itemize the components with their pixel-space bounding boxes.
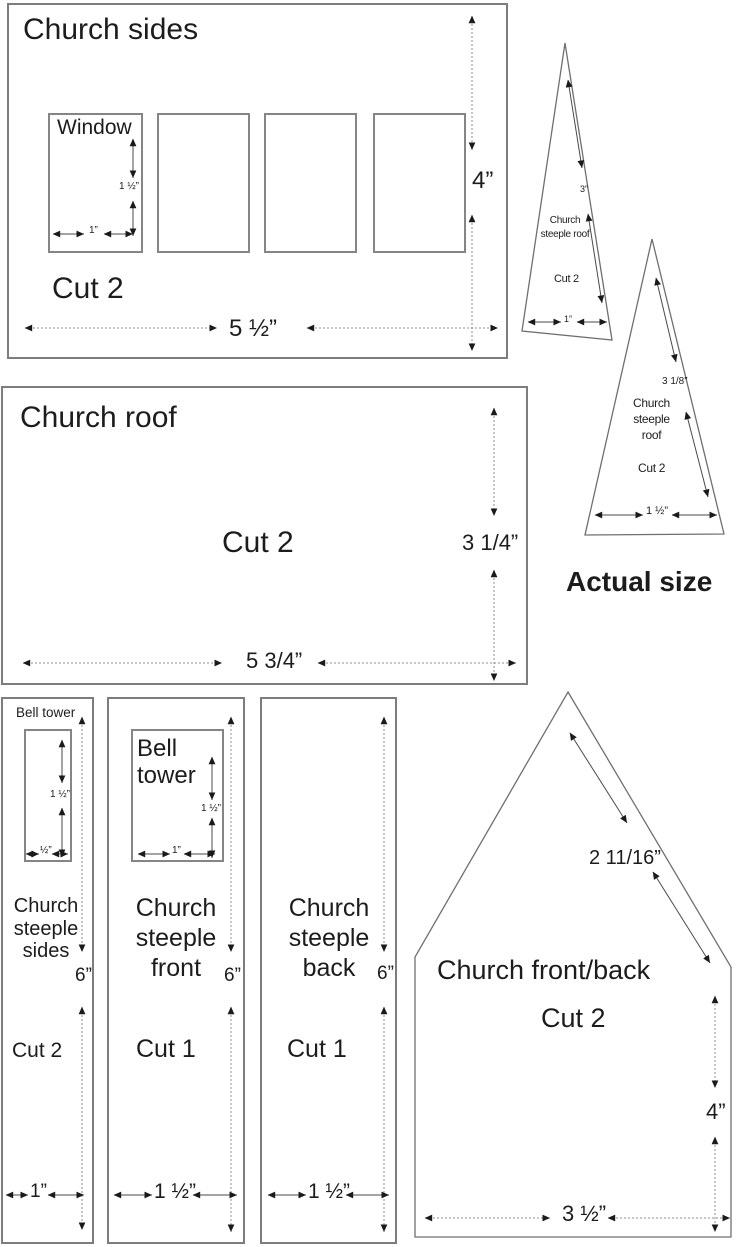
steeple-sides-bell-tower-label: Bell tower	[16, 705, 76, 720]
steeple-sides-height-dim-label: 6”	[75, 965, 92, 986]
steeple-roof-large-title: Church steeple roof	[633, 396, 670, 442]
steeple-sides-bell-height-dim-label: 1 ½”	[50, 789, 71, 800]
steeple-roof-large-outline	[585, 239, 724, 535]
window-rect-2	[158, 114, 249, 252]
window-rect-4	[374, 114, 465, 252]
steeple-roof-small-title: Church steeple roof	[540, 215, 590, 240]
church-sides-title: Church sides	[23, 13, 199, 46]
steeple-back-cut-label: Cut 1	[287, 1035, 347, 1063]
church-sides-height-dim-label: 4”	[472, 167, 494, 194]
steeple-front-bell-width-dim-label: 1”	[172, 845, 181, 856]
church-roof-cut-label: Cut 2	[222, 526, 294, 559]
church-front-back-width-dim-label: 3 ½”	[562, 1201, 607, 1226]
steeple-roof-small-base-dim-label: 1”	[564, 314, 573, 324]
steeple-roof-small-outline	[522, 43, 612, 340]
steeple-sides-title: Church steeple sides	[13, 895, 79, 962]
window-height-dim-label: 1 ½”	[119, 181, 140, 192]
window-label: Window	[57, 116, 132, 139]
church-front-back-height-dim-label: 4”	[706, 1099, 726, 1124]
church-roof-width-dim-label: 5 3/4”	[246, 648, 303, 673]
steeple-front-title: Church steeple front	[135, 894, 217, 982]
steeple-sides-width-dim-label: 1”	[30, 1181, 47, 1202]
steeple-front-width-dim-label: 1 ½”	[154, 1180, 197, 1203]
church-front-back-title: Church front/back	[437, 955, 651, 985]
steeple-roof-large-slant-dim-label: 3 1/8”	[662, 376, 688, 387]
steeple-sides-cut-label: Cut 2	[12, 1039, 63, 1062]
steeple-roof-small-slant-dim-label: 3”	[580, 184, 589, 194]
church-roof-height-dim-label: 3 1/4”	[462, 530, 519, 555]
church-sides-width-dim-label: 5 ½”	[229, 315, 278, 342]
church-front-back-cut-label: Cut 2	[541, 1003, 606, 1033]
steeple-front-height-dim-label: 6”	[224, 965, 241, 986]
steeple-roof-large-cut-label: Cut 2	[638, 461, 666, 475]
steeple-front-bell-height-dim-label: 1 ½”	[201, 803, 222, 814]
steeple-back-title: Church steeple back	[288, 894, 370, 982]
steeple-roof-small-cut-label: Cut 2	[554, 273, 579, 285]
actual-size-label: Actual size	[566, 566, 713, 597]
dimension-line	[568, 80, 582, 168]
church-roof-title: Church roof	[20, 401, 177, 434]
church-front-back-slant-dim-label: 2 11/16”	[589, 847, 661, 869]
dimension-line	[656, 278, 676, 362]
window-rect-3	[265, 114, 356, 252]
window-width-dim-label: 1”	[89, 225, 98, 236]
steeple-front-bell-tower-label: Bell tower	[137, 735, 196, 789]
steeple-sides-bell-width-dim-label: ½”	[40, 845, 52, 856]
steeple-back-height-dim-label: 6”	[377, 963, 394, 984]
steeple-roof-large-base-dim-label: 1 ½”	[646, 505, 669, 517]
steeple-front-cut-label: Cut 1	[136, 1035, 196, 1063]
steeple-back-width-dim-label: 1 ½”	[308, 1180, 351, 1203]
church-sides-cut-label: Cut 2	[52, 272, 124, 305]
